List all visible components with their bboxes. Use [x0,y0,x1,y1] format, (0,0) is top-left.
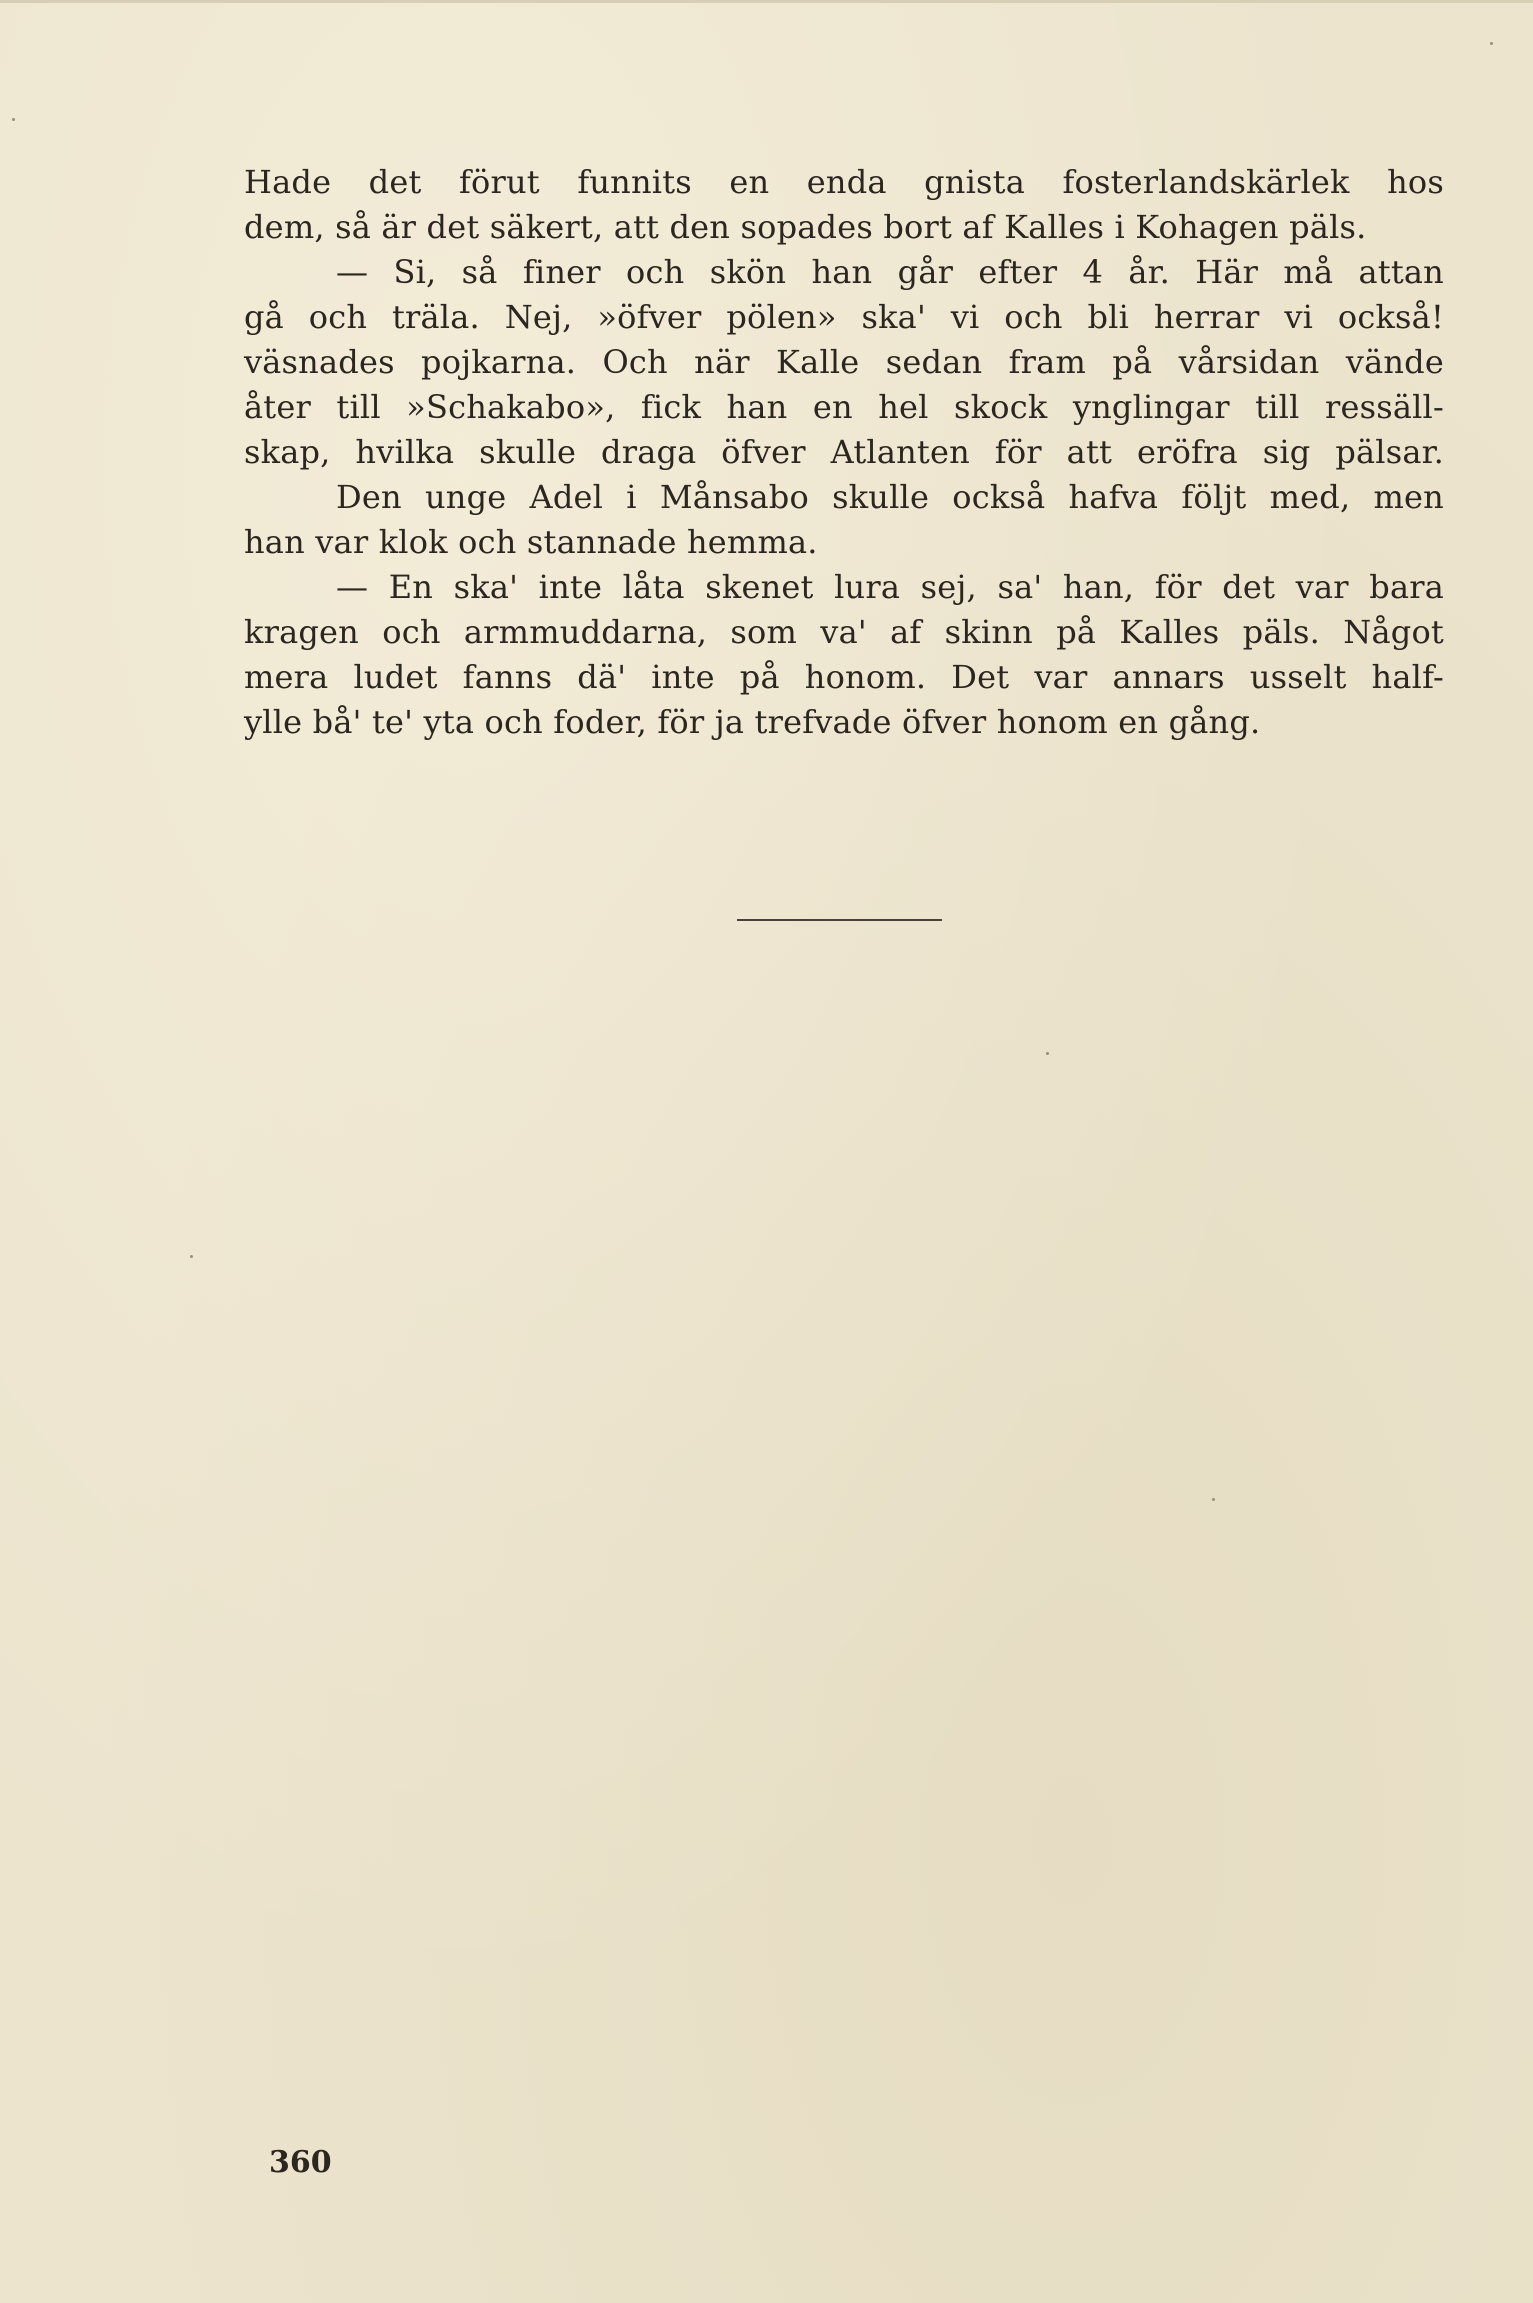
paper-speck [1212,1498,1215,1501]
paper-speck [1490,42,1493,45]
paper-speck [1046,1052,1049,1055]
line-text: mera ludet fanns dä' inte på honom. Det var annars usselt half- [244,658,1444,696]
text-line [244,565,1444,610]
line-text: han var klok och stannade hemma. [244,523,818,561]
line-text: kragen och armmuddarna, som va' af skinn på Kalles päls. Något [244,613,1444,651]
line-text: — Si, så finer och skön han går efter 4 år. Här må attan [336,253,1444,291]
text-line [244,610,1444,655]
line-text: åter till »Schakabo», fick han en hel skock ynglingar till ressäll- [244,388,1444,426]
line-text: gå och träla. Nej, »öfver pölen» ska' vi och bli herrar vi också! [244,298,1444,336]
text-line [244,475,1444,520]
text-line [244,385,1444,430]
line-text: Den unge Adel i Månsabo skulle också hafva följt med, men [336,478,1444,516]
text-line [244,160,1444,205]
text-line [244,520,1444,565]
paper-speck [12,118,15,121]
page-number: 360 [269,2145,332,2180]
text-line [244,655,1444,700]
line-text: ylle bå' te' yta och foder, för ja trefvade öfver honom en gång. [244,703,1261,741]
text-line [244,430,1444,475]
text-line [244,295,1444,340]
line-text: väsnades pojkarna. Och när Kalle sedan fram på vårsidan vände [244,343,1444,381]
text-line [244,250,1444,295]
line-text: skap, hvilka skulle draga öfver Atlanten för att eröfra sig pälsar. [244,433,1444,471]
text-line [244,205,1444,250]
text-line [244,700,1444,745]
section-divider [737,919,942,921]
text-line [244,340,1444,385]
page-top-edge [0,0,1533,3]
line-text: Hade det förut funnits en enda gnista fosterlandskärlek hos [244,163,1444,201]
line-text: dem, så är det säkert, att den sopades bort af Kalles i Kohagen päls. [244,208,1367,246]
body-text [244,160,1444,745]
paragraph-2 [244,250,1444,565]
line-text: — En ska' inte låta skenet lura sej, sa' han, för det var bara [336,568,1444,606]
paragraph-1 [244,160,1444,250]
paragraph-3 [244,565,1444,745]
paper-speck [190,1255,193,1258]
